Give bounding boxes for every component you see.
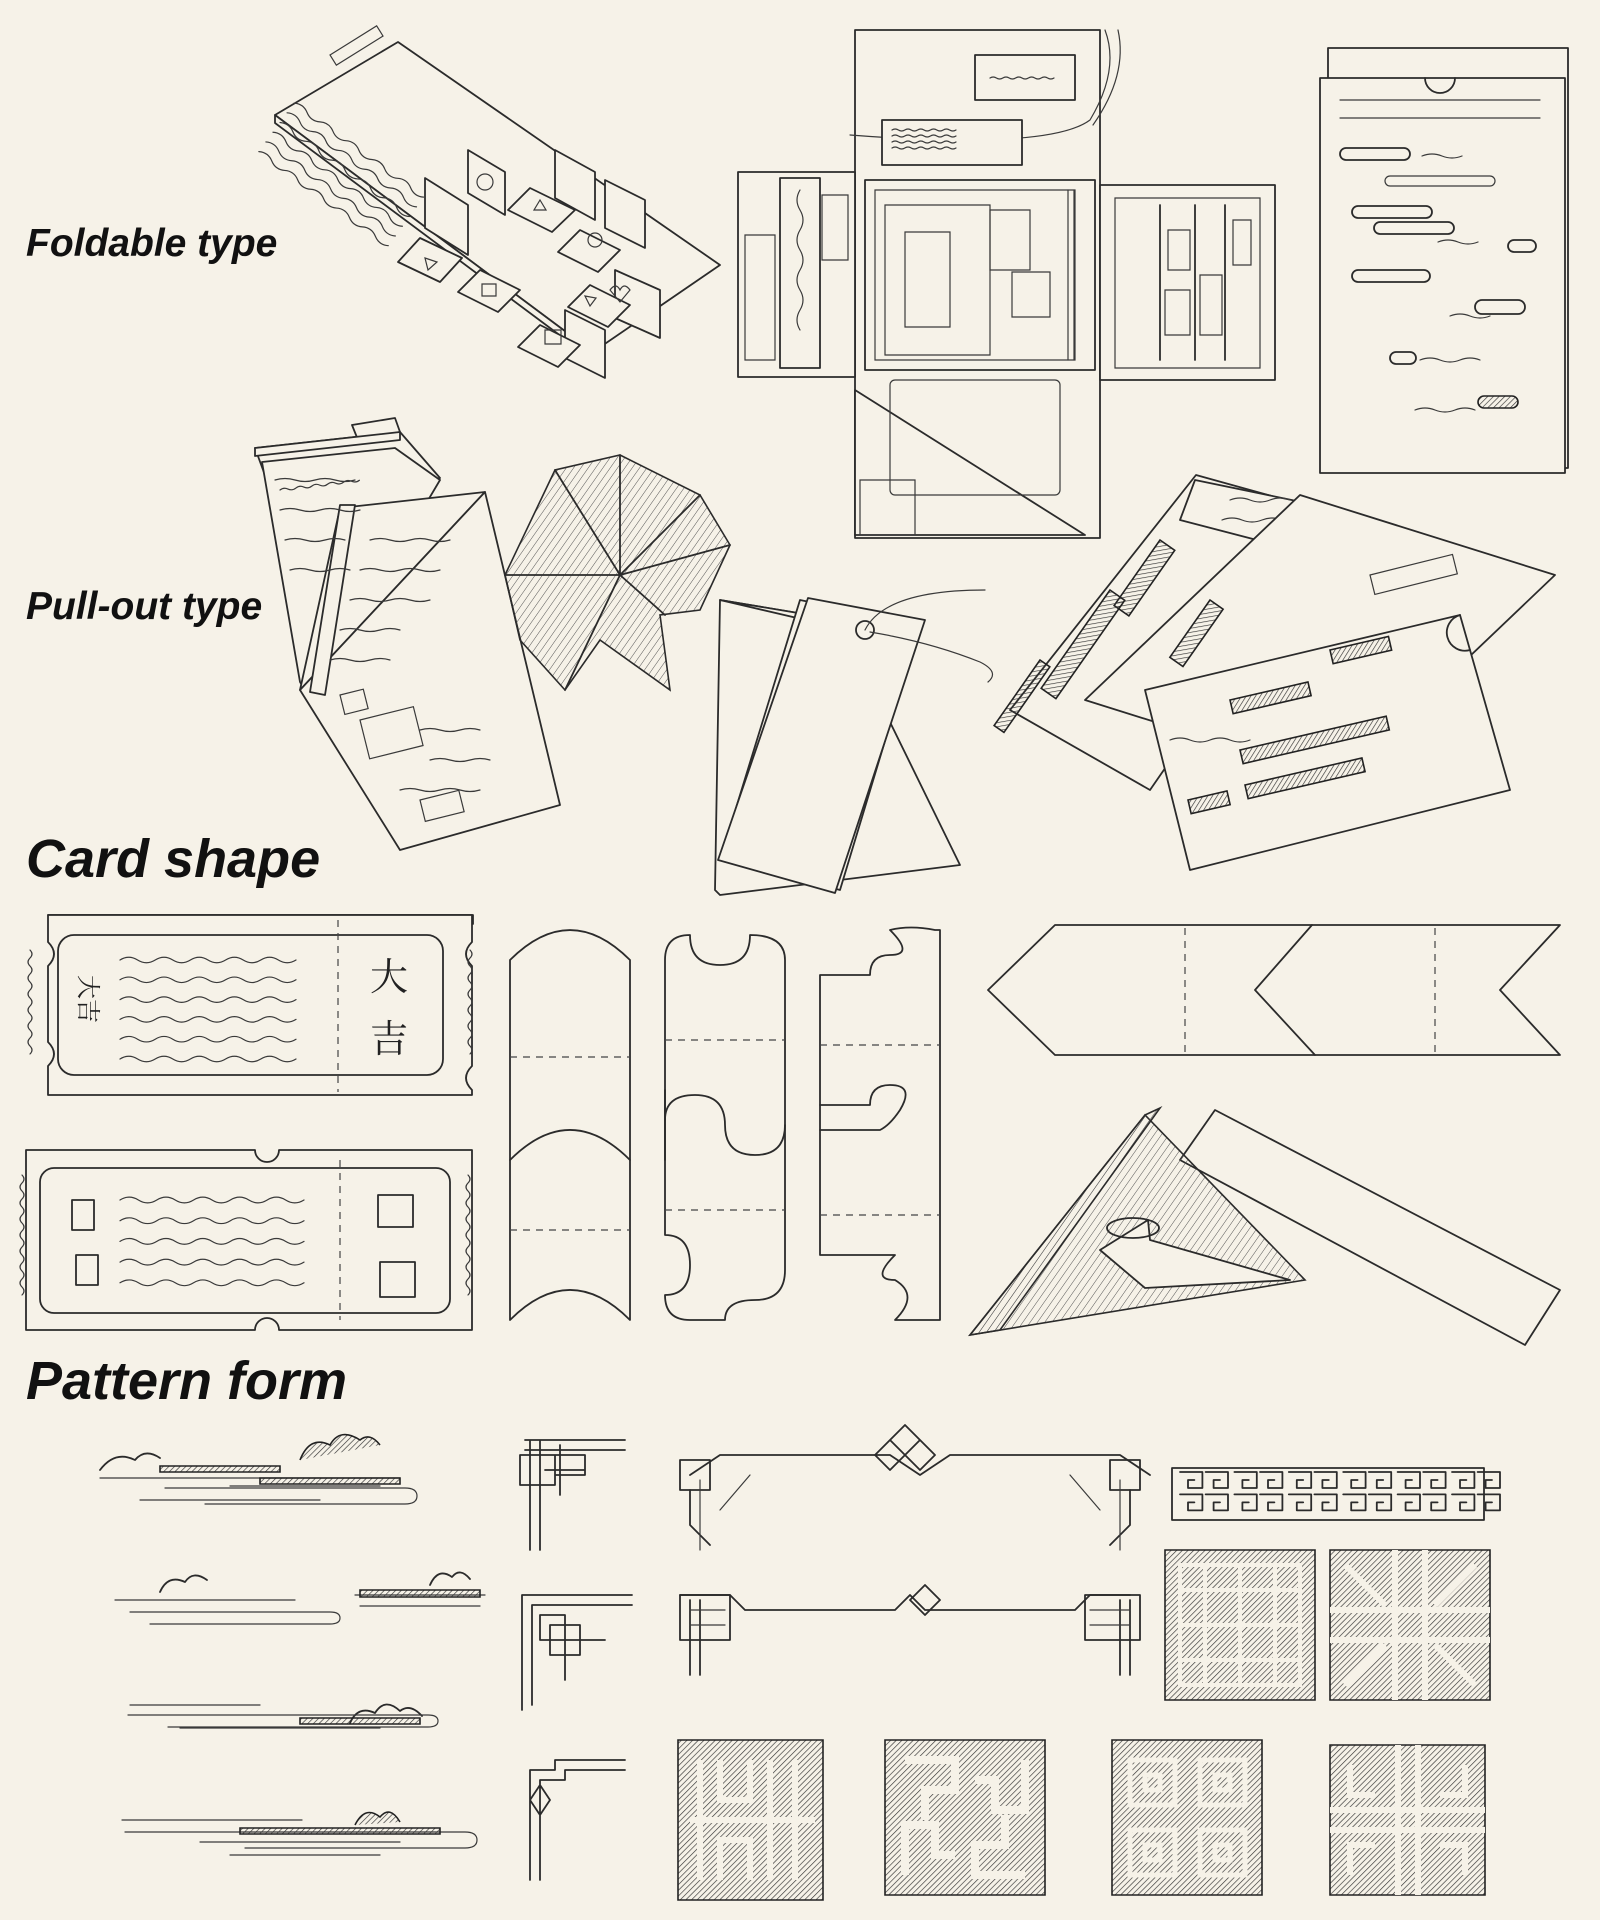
cloud-pattern-3: [128, 1704, 438, 1728]
scallop-strip-card: [665, 935, 785, 1320]
lattice-square-5: [1112, 1740, 1262, 1895]
trifold-envelope-sketch: [738, 30, 1275, 538]
ticket-glyph-da: 大: [370, 955, 409, 999]
tabbed-folder-sketch: [255, 418, 560, 850]
angled-pocket-card: [970, 1108, 1560, 1345]
lattice-square-1: [1165, 1550, 1315, 1700]
corner-ornament-1: [520, 1440, 625, 1550]
lattice-square-6: [1330, 1745, 1485, 1895]
corner-ornament-2: [522, 1595, 632, 1710]
hang-tag-sketch: [715, 590, 993, 895]
fortune-teller-sketch: [505, 455, 730, 690]
section-label-pullout: Pull-out type: [26, 585, 263, 628]
stacked-sleeve-sketch: [1320, 48, 1568, 473]
cloud-pattern-2: [115, 1572, 485, 1624]
arch-strip-card: [510, 930, 630, 1320]
popup-board-sketch: [257, 26, 720, 378]
ticket-card-1: [28, 915, 473, 1095]
cloud-pattern-4: [122, 1812, 477, 1855]
frame-ornament-2: [680, 1585, 1140, 1675]
meander-border: [1172, 1468, 1500, 1520]
ticket-card-2: [20, 1150, 472, 1330]
lattice-square-3: [678, 1740, 823, 1900]
ticket-side-glyphs: 大吉: [74, 975, 102, 1023]
corner-ornament-3: [530, 1760, 625, 1880]
lattice-square-4: [885, 1740, 1045, 1895]
ticket-glyph-ji: 吉: [370, 1017, 409, 1061]
puzzle-strip-card: [820, 928, 940, 1321]
cloud-pattern-1: [100, 1435, 417, 1504]
lattice-square-2: [1330, 1550, 1490, 1700]
frame-ornament-1: [680, 1425, 1150, 1550]
section-heading-card-shape: Card shape: [26, 829, 321, 889]
section-heading-pattern-form: Pattern form: [26, 1351, 348, 1411]
chevron-ribbon-card: [988, 925, 1560, 1055]
section-label-foldable: Foldable type: [26, 222, 278, 265]
